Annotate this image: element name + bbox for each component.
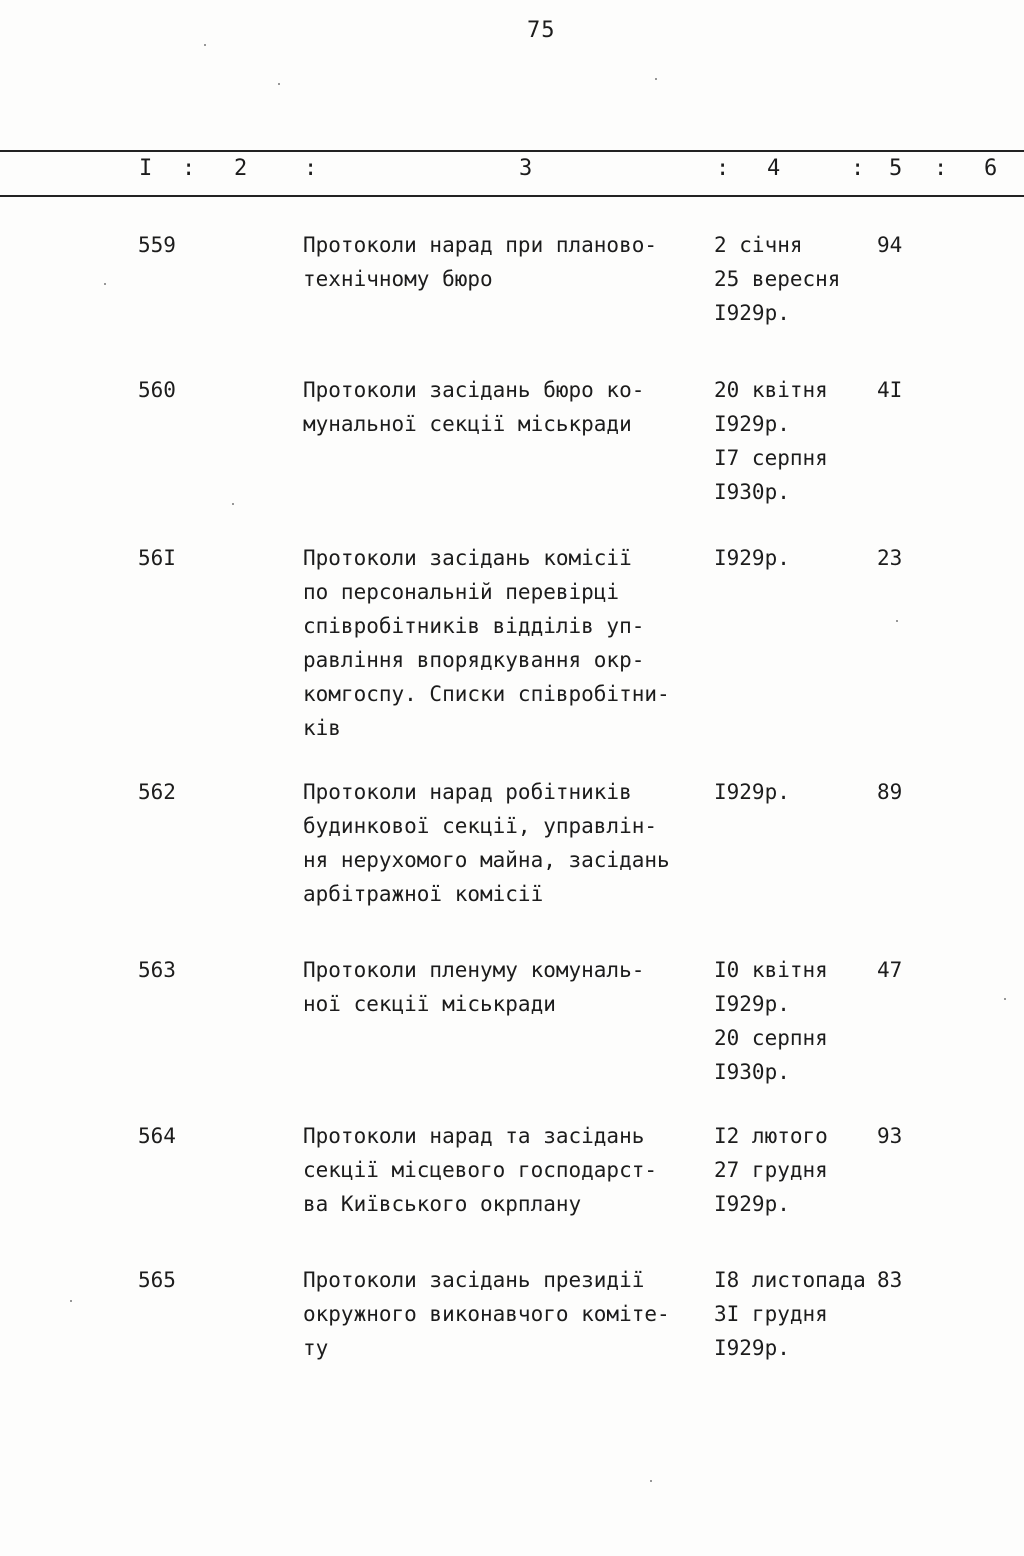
entry-sheet-count: 93	[877, 1124, 903, 1148]
column-header-5: 5	[889, 156, 903, 181]
title-line: комгоспу. Списки співробітни-	[303, 682, 670, 706]
column-header-4: 4	[767, 156, 781, 181]
date-line: I929р.	[714, 1336, 790, 1360]
column-separator: :	[934, 156, 948, 181]
scan-speck	[104, 283, 106, 285]
entry-dates	[714, 775, 884, 809]
entry-dates	[714, 953, 884, 1089]
scan-speck	[278, 83, 280, 85]
entry-dates	[714, 541, 884, 575]
date-line: I8 листопада	[714, 1268, 866, 1292]
scan-speck	[204, 44, 206, 46]
column-header-3: 3	[519, 156, 533, 181]
scan-speck	[655, 78, 657, 80]
title-line: Протоколи засідань бюро ко-	[303, 378, 645, 402]
column-separator: :	[182, 156, 196, 181]
title-line: ня нерухомого майна, засідань	[303, 848, 670, 872]
title-line: Протоколи засідань комісії	[303, 546, 632, 570]
entry-number: 562	[138, 780, 176, 804]
date-line: I929р.	[714, 301, 790, 325]
entry-number: 563	[138, 958, 176, 982]
column-separator: :	[851, 156, 865, 181]
entry-dates	[714, 1119, 884, 1221]
table-top-rule	[0, 150, 1024, 152]
date-line: 3I грудня	[714, 1302, 828, 1326]
entry-sheet-count: 83	[877, 1268, 903, 1292]
date-line: 25 вересня	[714, 267, 841, 291]
scan-speck	[650, 1480, 652, 1482]
title-line: співробітників відділів уп-	[303, 614, 645, 638]
table-header-rule	[0, 195, 1024, 197]
date-line: I929р.	[714, 780, 790, 804]
date-line: I929р.	[714, 546, 790, 570]
title-line: будинкової секції, управлін-	[303, 814, 658, 838]
entry-title	[303, 953, 713, 1021]
column-header-2: 2	[234, 156, 248, 181]
title-line: арбітражної комісії	[303, 882, 544, 906]
title-line: Протоколи нарад при планово-	[303, 233, 658, 257]
date-line: I929р.	[714, 412, 790, 436]
entry-number: 560	[138, 378, 176, 402]
title-line: ту	[303, 1336, 329, 1360]
title-line: мунальної секції міськради	[303, 412, 632, 436]
date-line: I929р.	[714, 1192, 790, 1216]
entry-title	[303, 541, 713, 745]
title-line: по персональній перевірці	[303, 580, 620, 604]
title-line: Протоколи нарад та засідань	[303, 1124, 645, 1148]
title-line: ва Київського окрплану	[303, 1192, 582, 1216]
title-line: секції місцевого господарст-	[303, 1158, 658, 1182]
title-line: окружного виконавчого коміте-	[303, 1302, 670, 1326]
column-header-6: 6	[984, 156, 998, 181]
entry-dates	[714, 373, 884, 509]
date-line: 2 січня	[714, 233, 803, 257]
entry-title	[303, 228, 713, 296]
entry-number: 56I	[138, 546, 176, 570]
title-line: Протоколи засідань президії	[303, 1268, 645, 1292]
entry-sheet-count: 47	[877, 958, 903, 982]
scan-speck	[70, 1300, 72, 1302]
title-line: Протоколи пленуму комуналь-	[303, 958, 645, 982]
entry-number: 564	[138, 1124, 176, 1148]
entry-sheet-count: 4I	[877, 378, 903, 402]
entry-sheet-count: 94	[877, 233, 903, 257]
title-line: равління впорядкування окр-	[303, 648, 645, 672]
page-number: 75	[527, 18, 556, 43]
date-line: I0 квітня	[714, 958, 828, 982]
entry-sheet-count: 89	[877, 780, 903, 804]
title-line: технічному бюро	[303, 267, 493, 291]
date-line: I930р.	[714, 1060, 790, 1084]
scan-speck	[896, 620, 898, 622]
date-line: I2 лютого	[714, 1124, 828, 1148]
entry-title	[303, 1263, 713, 1365]
scan-speck	[1004, 998, 1006, 1000]
column-separator: :	[716, 156, 730, 181]
date-line: I7 серпня	[714, 446, 828, 470]
date-line: 20 квітня	[714, 378, 828, 402]
title-line: ків	[303, 716, 341, 740]
column-separator: :	[304, 156, 318, 181]
column-header-1: I	[139, 156, 153, 181]
entry-dates	[714, 228, 884, 330]
entry-dates	[714, 1263, 884, 1365]
date-line: 20 серпня	[714, 1026, 828, 1050]
title-line: Протоколи нарад робітників	[303, 780, 632, 804]
entry-title	[303, 373, 713, 441]
date-line: 27 грудня	[714, 1158, 828, 1182]
entry-number: 565	[138, 1268, 176, 1292]
date-line: I930р.	[714, 480, 790, 504]
title-line: ної секції міськради	[303, 992, 556, 1016]
entry-sheet-count: 23	[877, 546, 903, 570]
date-line: I929р.	[714, 992, 790, 1016]
entry-title	[303, 775, 713, 911]
scan-speck	[232, 503, 234, 505]
entry-title	[303, 1119, 713, 1221]
entry-number: 559	[138, 233, 176, 257]
